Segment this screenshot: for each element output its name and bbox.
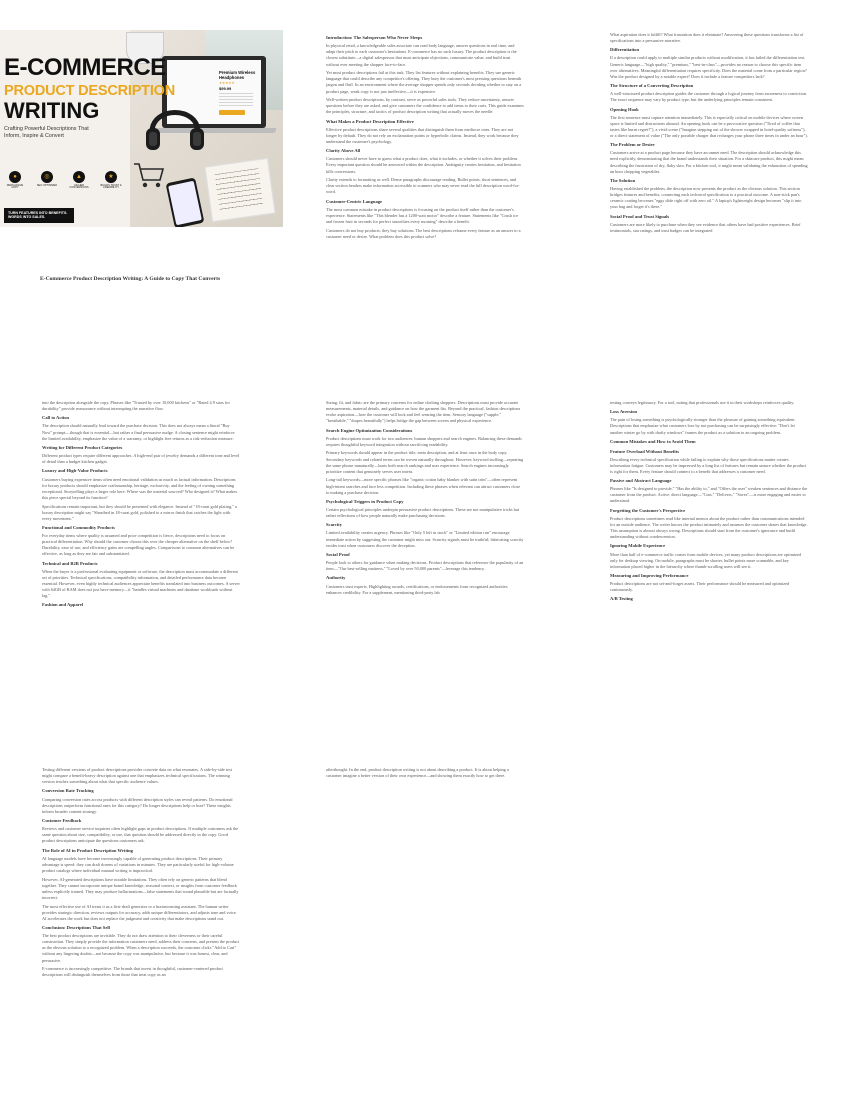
paragraph: Specifications remain important, but they should be presented with elegance. Instead of "18-carat gold plating," a luxury description might say "Sheathed in 18-carat gold, polished to a mirror finish that catches the light with every movement.": [42, 503, 237, 521]
section-heading: Introduction: The Salesperson Who Never Sleeps: [326, 35, 423, 41]
section-heading: The Problem or Desire: [610, 142, 655, 148]
section-heading: Writing for Different Product Categories: [42, 444, 123, 450]
cover-feature-icons: [4, 171, 122, 190]
paragraph: The most effective use of AI treats it as a first-draft generator or a brainstorming assistant. The human writer provides strategic direction, reviews outputs for accuracy, adds unique differentiators, and adjusts tone and voice. AI accelerates the work but does not replace the judgment and creativity that make descriptions stand out.: [42, 903, 237, 921]
paragraph: More than half of e-commerce traffic comes from mobile devices, yet many product descriptions are optimized only for desktop viewing. On mobile, paragraphs must be shorter, bullet points more scannable, and key information placed higher in the hierarchy where thumb-scrolling users will see it.: [610, 551, 802, 569]
paragraph: Well-written product descriptions, by contrast, serve as powerful sales tools. They reduce uncertainty, answer questions before they are asked, and give customers the confidence to add items to their carts. This guide examines the principles, structure, and tactics of product description writing that actually moves the needle.: [326, 97, 524, 115]
paragraph: Customers should never have to guess what a product does, what it includes, or whether it solves their problem. Every important question should be answered within the description. Ambiguity creates hesitation, and hesitation kills conversions.: [326, 156, 521, 174]
paragraph: Product descriptions sometimes read like internal memos about the product rather than communications intended for an outside audience. The writer knows the product intimately and assumes the customer shares that knowledge. This assumption is almost always wrong. Descriptions should start from the customer's ignorance and build understanding without condescension.: [610, 515, 808, 540]
feature-label: BUILDS TRUST & CREDIBILITY: [100, 183, 122, 190]
cover-title-line-1: E-COMMERCE: [4, 54, 166, 81]
section-heading: Luxury and High-Value Products: [42, 468, 108, 474]
paragraph: testing conveys legitimacy. For a tool, noting that professionals use it in their workshops reinforces quality.: [610, 400, 795, 405]
paragraph: AI language models have become increasingly capable of generating product descriptions. Their primary advantage is speed: they can draft dozens of variations in minutes. They are particularly useful for high-volume product catalogs where individual manual writing is impractical.: [42, 855, 234, 873]
section-heading: Clarity Above All: [326, 148, 361, 154]
paragraph: Yet most product descriptions fail at this task. They list features without explaining benefits. They use generic language that could describe any competitor's offering. They bury the customer's most pressing questions beneath jargon and fluff. In an environment where the average shopper spends only seconds deciding whether to stay on a product page, weak copy is not just ineffective—it is expensive.: [326, 70, 522, 94]
cover-image: [0, 30, 283, 227]
paragraph: Certain psychological principles underpin persuasive product descriptions. These are not manipulative tricks but rather reflections of how people naturally make purchasing decisions.: [326, 507, 520, 519]
paragraph: Product descriptions must work for two audiences: human shoppers and search engines. Balancing these demands requires thoughtful keyword integration without sacrificing readability.: [326, 435, 522, 447]
section-heading: Differentiation: [610, 47, 640, 53]
product-text-lines: [219, 93, 253, 107]
page-7-text: [42, 767, 240, 981]
section-heading: Passive and Abstract Language: [610, 478, 672, 484]
banner-line-2: WORDS INTO SALES.: [8, 215, 46, 220]
add-to-cart-button: [219, 110, 245, 115]
page-3: [566, 0, 849, 366]
section-heading: Conclusion: Descriptions That Sell: [42, 925, 110, 931]
section-heading: A/B Testing: [610, 596, 633, 602]
paragraph: Reviews and customer service inquiries often highlight gaps in product descriptions. If multiple customers ask the same question about size, compatibility, or use, that question should be addressed directly in the copy. Good product descriptions anticipate the questions customers ask.: [42, 826, 239, 844]
page-8: [283, 734, 566, 1100]
paragraph: Customers do not buy products; they buy solutions. The best descriptions reframe every feature as an answer to a customer need or desire. What problem does this product solve?: [326, 227, 521, 239]
cover-title-line-2: PRODUCT DESCRIPTION: [4, 83, 176, 99]
paragraph: Sizing, fit, and fabric are the primary concerns for online clothing shoppers. Descriptions must provide accurate measurements, material details, and guidance on how the garment fits. Beyond the practical, fashion descriptions evoke aspiration—how the customer will look and feel wearing the item. Sensory language ("supple," "breathable," "drapes beautifully") helps bridge the gap between screen and physical experience.: [326, 400, 521, 424]
page-8-text: [326, 767, 524, 782]
section-heading: Loss Aversion: [610, 409, 638, 415]
paragraph: People look to others for guidance when making decisions. Product descriptions that reference the popularity of an item—"Our best-selling mattress," "Loved by over 50,000 parents"—leverage this tendency.: [326, 560, 524, 572]
section-heading: Psychological Triggers in Product Copy: [326, 498, 404, 504]
section-heading: The Structure of a Converting Description: [610, 83, 694, 89]
chart-icon: ▲: [73, 171, 85, 183]
section-heading: What Makes a Product Description Effective: [326, 118, 414, 124]
cover-subtitle: Crafting Powerful Descriptions That Inform, Inspire & Convert: [4, 126, 89, 140]
page-4-text: [42, 400, 240, 611]
paragraph: Clarity extends to formatting as well. Dense paragraphs discourage reading. Bullet points, short sentences, and clear section headers make information accessible to scanners who may never read the full description word-for-word.: [326, 177, 520, 195]
paragraph: The pain of losing something is psychologically stronger than the pleasure of gaining something equivalent. Descriptions that emphasize what customers lose by not purchasing can be surprisingly effective: "Don't let another winter go by with drafty windows" frames the product as a solution to an ongoing problem.: [610, 417, 796, 435]
paragraph: Different product types require different approaches. A high-end pair of jewelry demands a different tone and level of detail than a budget kitchen gadget.: [42, 453, 240, 465]
paragraph: The best product descriptions are invisible. They do not draw attention to their cleverness or their careful construction. They simply provide the information customers need, address their concerns, and present the product as the obvious solution to a recognized problem. When a description succeeds, the customer clicks "Add to Cart" without any lingering doubts—not because the copy was manipulative, but because it was honest, clear, and persuasive.: [42, 933, 240, 963]
page-1: [0, 0, 283, 366]
seo-icon: ◎: [41, 171, 53, 183]
paragraph: E-commerce is increasingly competitive. The brands that invest in thoughtful, customer-centered product descriptions will distinguish themselves from those that treat copy as an: [42, 966, 223, 978]
headphones-icon: [140, 90, 210, 160]
feature-label: PERSUASIVE COPY: [6, 183, 24, 190]
section-heading: Authority: [326, 575, 346, 581]
paragraph: Customers buying expensive items often need emotional validation as much as factual information. Descriptions for luxury products should emphasize craftsmanship, heritage, exclusivity, and the feeling of owning something exceptional. Storytelling plays a larger role here. Where was the material sourced? Who designed it? What makes this piece special beyond its function?: [42, 476, 238, 500]
paragraph: The first sentence must capture attention immediately. This is especially critical on mobile devices where screen space is limited and distractions abound. An opening hook can be a provocative question ("Tired of coffee that tastes like burnt regret?"), a vivid scene ("Imagine stepping out of the shower wrapped in hotel-quality softness"), or a direct statement of value ("The only portable charger that recharges your phone three times in under an hour").: [610, 114, 808, 138]
document-title: E-Commerce Product Description Writing: A Guide to Copy That Converts: [40, 276, 221, 282]
cover-banner: [4, 208, 74, 223]
feature-seo: [36, 171, 58, 190]
page-6: [566, 367, 849, 733]
page-4: [0, 367, 283, 733]
page-5-text: [326, 400, 524, 598]
page-7: [0, 734, 283, 1100]
section-heading: Forgetting the Customer's Perspective: [610, 507, 686, 513]
paragraph: Product descriptions are not set-and-forget assets. Their performance should be measured and optimized continuously.: [610, 581, 790, 593]
paragraph: Long-tail keywords—more specific phrases like "organic cotton baby blanket with satin trim"—often represent high-intent searches and face less competition. Including these phrases when relevant can attract customers close to making a purchase decision.: [326, 477, 521, 495]
paragraph: In physical retail, a knowledgeable sales associate can read body language, answer questions in real time, and adapt their pitch to each customer's hesitations. E-commerce has no such luxury. The product description is the closest substitute—a digital salesperson that must anticipate objections, communicate value, and build trust without ever meeting the shopper face-to-face.: [326, 43, 517, 67]
section-heading: Fashion and Apparel: [42, 602, 84, 608]
product-name: Premium Wireless Headphones: [219, 70, 256, 81]
section-heading: Customer Feedback: [42, 818, 82, 824]
paragraph: Primary keywords should appear in the product title, meta description, and at least once in the body copy. Secondary keywords and related terms can be woven naturally throughout. However, keyword stuffing—repeating the same phrase unnaturally—hurts both search rankings and user experience. Search engines increasingly prioritize content that genuinely serves user intent.: [326, 450, 524, 474]
feature-label: HIGHER CONVERSIONS: [69, 183, 89, 190]
paragraph: Customers trust experts. Highlighting awards, certifications, or endorsements from recognized authorities enhances credibility. For a supplement, mentioning third-party lab: [326, 583, 508, 595]
section-heading: Customer-Centric Language: [326, 198, 383, 204]
section-heading: Opening Hook: [610, 106, 639, 112]
section-heading: Common Mistakes and How to Avoid Them: [610, 438, 696, 444]
paragraph: Phrases like "Is designed to provide," "Has the ability to," and "Offers the user" weaken sentences and distance the customer from the product. Active, direct language—"Cuts," "Delivers," "Saves"—is more engaging and easier to understand.: [610, 486, 808, 504]
paragraph: Customers are more likely to purchase when they see evidence that others have had positive experiences. Brief testimonials, star ratings, and trust badges can be integrated: [610, 221, 801, 233]
page-5: [283, 367, 566, 733]
page-2-text: [326, 32, 524, 243]
section-heading: Technical and B2B Products: [42, 560, 98, 566]
paragraph: For everyday items where quality is assumed and price competition is fierce, descriptions need to focus on practical differentiation. Why should the customer choose this over the cheaper alternative on the shelf below? Durability, ease of use, and efficiency gains are compelling angles. Comparisons to common alternatives can be effective, as long as they are fair and substantiated.: [42, 533, 235, 557]
banner-line-1: TURN FEATURES INTO BENEFITS.: [8, 210, 68, 215]
paragraph: Customers arrive at a product page because they have an unmet need. The description should acknowledge this need explicitly, demonstrating that the brand understands their situation. For a skincare product, this might mean describing the frustration of dry, flaky skin. For a kitchen tool, it might mean validating the exhaustion of spending an hour chopping vegetables.: [610, 150, 808, 174]
cover-title-line-3: WRITING: [4, 98, 100, 123]
user-icon: ●: [9, 171, 21, 183]
section-heading: Social Proof: [326, 551, 350, 557]
section-heading: Measuring and Improving Performance: [610, 572, 689, 578]
product-stars: ★★★★★: [219, 81, 235, 85]
section-heading: Scarcity: [326, 522, 342, 528]
paragraph: Comparing conversion rates across products with different description styles can reveal patterns. Do emotional descriptions outperform functional ones for this category? Do longer descriptions help or hurt? These insights inform broader content strategy.: [42, 796, 233, 814]
paragraph: Describing every technical specification while failing to explain why those specifications matter creates information fatigue. Customers may be impressed by a long list of features but remain unsure whether the product is right for them. Every feature should connect to a benefit that addresses a customer need.: [610, 456, 807, 474]
paragraph: The most common mistake in product descriptions is focusing on the product itself rather than the customer's experience. Statements like "This blender has a 1200-watt motor" describe a feature. Statements like "Crush ice and frozen fruit in seconds for perfect smoothies every morning" describe a benefit.: [326, 206, 518, 225]
shopping-cart-icon: [132, 160, 166, 190]
section-heading: The Solution: [610, 177, 636, 183]
paragraph: Having established the problem, the description now presents the product as the obvious solution. This section bridges features and benefits, connecting each technical specification to a practical outcome. A non-stick pan's ceramic coating becomes "eggs slide right off with zero oil." A laptop's lightweight design becomes "slip it into your bag and forget it's there.": [610, 185, 802, 210]
paragraph: Testing different versions of product descriptions provides concrete data on what resonates. A side-by-side test might compare a benefit-heavy description against one that emphasizes technical specifications. The winning version teaches something about what that specific audience values.: [42, 767, 232, 785]
paragraph: into the description alongside the copy. Phrases like "Trusted by over 10,000 kitchens" or "Rated 4.9 stars for durability" provide reassurance without interrupting the narrative flow.: [42, 400, 230, 412]
paragraph: What aspiration does it fulfill? What frustration does it eliminate? Answering these questions transforms a list of specifications into a persuasive narrative.: [610, 32, 804, 44]
section-heading: Social Proof and Trust Signals: [610, 213, 670, 219]
feature-persuasive: [4, 171, 26, 190]
page-9: [566, 734, 849, 1100]
paragraph: Effective product descriptions share several qualities that distinguish them from mediocre ones. They are not longer by default. They do not rely on exclamation points or hyperbolic claims. Instead, they work because they understand the customer's psychology.: [326, 126, 519, 144]
feature-conversions: [68, 171, 90, 190]
trust-icon: ★: [105, 171, 117, 183]
page-6-text: [610, 400, 808, 605]
product-price: $99.99: [219, 86, 232, 91]
section-heading: Ignoring Mobile Experience: [610, 543, 666, 549]
paragraph: afterthought. In the end, product description writing is not about describing a product. It is about helping a customer imagine a better version of their own experience—and showing them exactly how to get there.: [326, 767, 509, 779]
paragraph: However, AI-generated descriptions have notable limitations. They often rely on generic patterns that blend together. They cannot incorporate unique brand knowledge, seasonal context, or insights from customer feedback unless explicitly trained. They may produce hallucinations—false statements that sound plausible but are factually incorrect.: [42, 876, 239, 900]
paragraph: When the buyer is a professional evaluating equipment or software, the description must accommodate a different set of priorities. Technical specifications, compatibility information, and detailed performance data become essential. However, even highly technical audiences appreciate benefits translated into business outcomes. A server with 64GB of RAM does not just have memory—it "handles virtual machines and database workloads without lag.": [42, 568, 240, 599]
section-heading: Conversion Rate Tracking: [42, 788, 94, 794]
page-2: [283, 0, 566, 366]
section-heading: Functional and Commodity Products: [42, 524, 115, 530]
phone-screen: [168, 181, 202, 226]
feature-trust: [100, 171, 122, 190]
paragraph: Limited availability creates urgency. Phrases like "Only 5 left in stock" or "Limited edition run" encourage immediate action by suggesting the customer might miss out. Scarcity signals must be truthful; fabricating scarcity erodes trust when customers discover the deception.: [326, 530, 524, 548]
notebook-lines: [215, 168, 264, 212]
section-heading: The Role of AI in Product Description Writing: [42, 847, 133, 853]
section-heading: Feature Overload Without Benefits: [610, 448, 680, 454]
paragraph: If a description could apply to multiple similar products without modification, it has failed the differentiation test. Generic language—"high quality," "premium," "best-in-class"—provides no reason to choose this specific item over alternatives. Meaningful differentiation requires specificity. Does the material come from a particular region? Was the product designed by a notable expert? Does it include a feature competitors lack?: [610, 55, 807, 79]
paragraph: The description should naturally lead toward the purchase decision. This does not always mean a literal "Buy Now" prompt—though that is essential—but rather a final persuasive nudge. A closing sentence might reinforce the limited availability, emphasize the value of a warranty, or highlight free returns as a risk-reduction measure.: [42, 423, 235, 441]
section-heading: Call to Action: [42, 415, 70, 421]
paragraph: A well-structured product description guides the customer through a logical journey from awareness to conviction. The exact sequence may vary by product type, but the underlying principles remain consistent.: [610, 91, 808, 103]
notebook-icon: [204, 158, 275, 222]
feature-label: SEO OPTIMIZED: [36, 183, 58, 187]
section-heading: Search Engine Optimization Considerations: [326, 427, 413, 433]
page-3-text: [610, 32, 808, 236]
